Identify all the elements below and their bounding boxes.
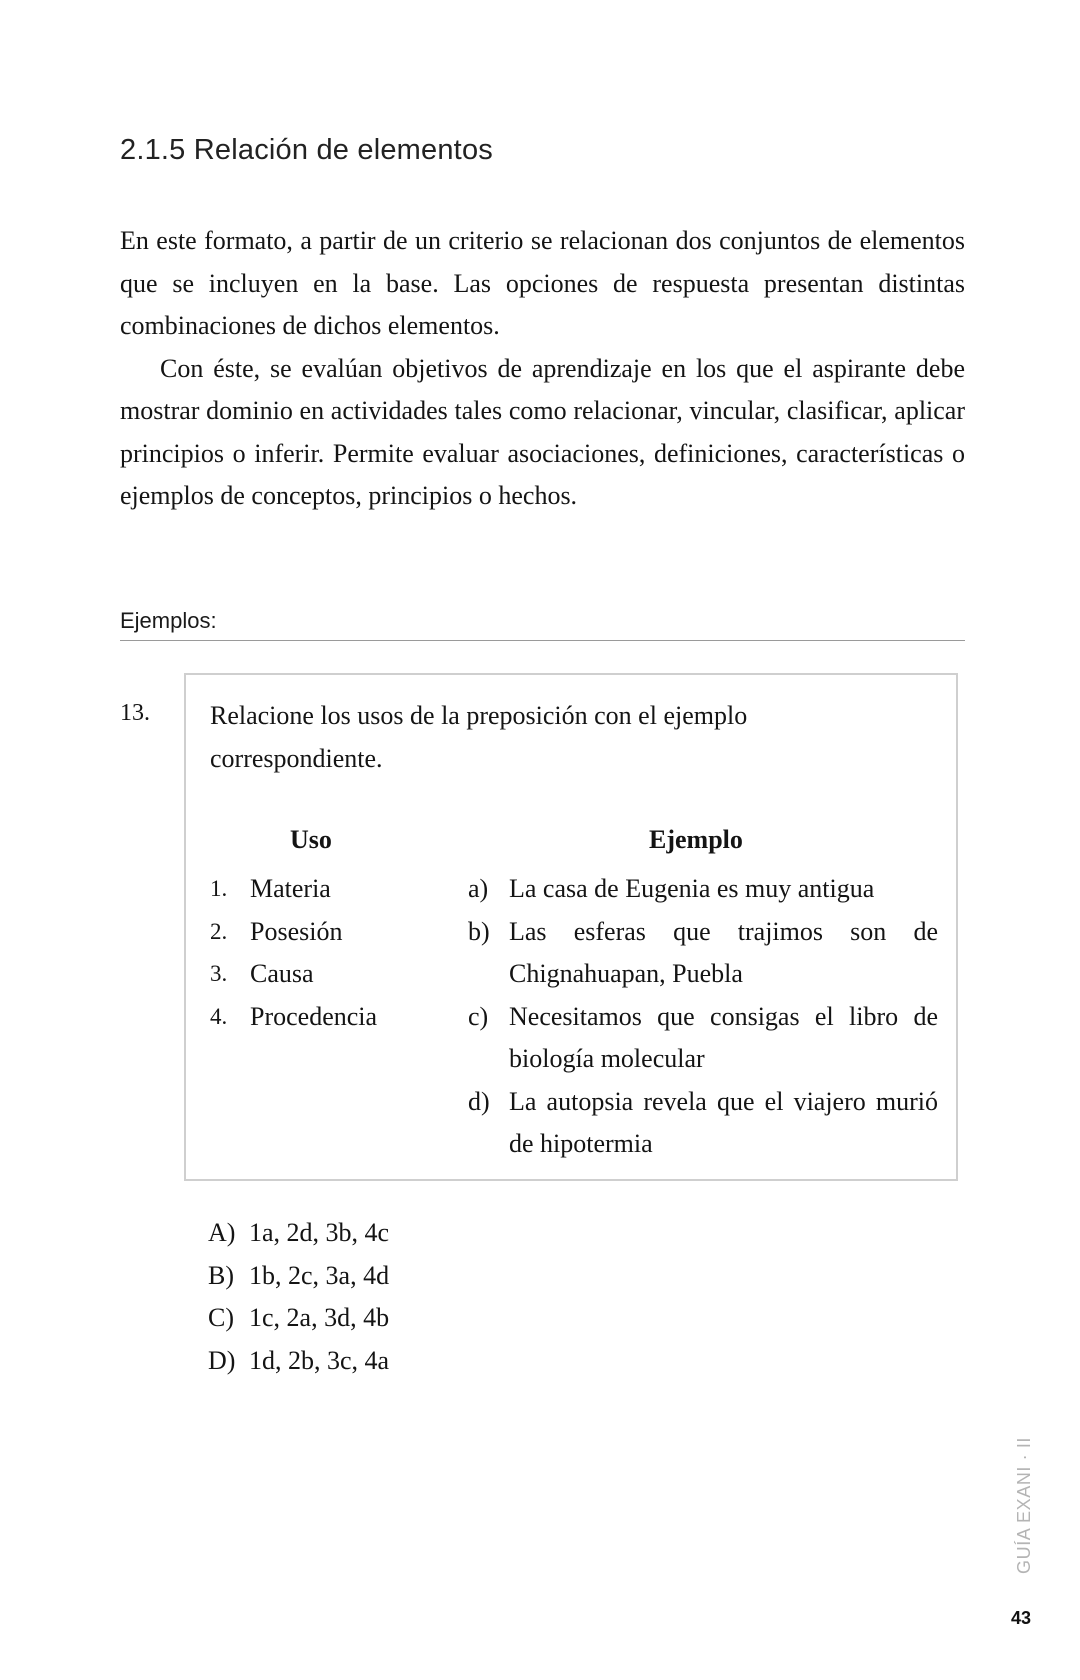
question-stem: Relacione los usos de la preposición con el ejemplo correspondiente. — [210, 701, 748, 773]
section-title: 2.1.5 Relación de elementos — [120, 134, 493, 166]
option-key: B) — [208, 1260, 234, 1290]
answer-options — [208, 1212, 389, 1382]
answer-option-a[interactable] — [208, 1212, 389, 1255]
example-text: Las esferas que trajimos son de Chignahuapan, Puebla — [509, 916, 938, 988]
examples-label: Ejemplos: — [120, 608, 217, 633]
use-item — [210, 911, 377, 954]
question-number: 13. — [120, 700, 150, 726]
use-item — [210, 996, 377, 1039]
use-label: Procedencia — [250, 1001, 378, 1031]
example-text: Necesitamos que consigas el libro de biología molecular — [509, 1001, 938, 1073]
column-header-ejemplo: Ejemplo — [649, 825, 743, 854]
option-key: D) — [208, 1345, 236, 1375]
use-label: Materia — [250, 874, 331, 903]
paragraph-2: Con éste, se evalúan objetivos de aprendizaje en los que el aspirante debe mostrar dominio en actividades tales como relacionar, vincular, clasificar, aplicar principios o inferir. Permite evaluar asociaciones, definiciones, características o ejemplos de conceptos, principios o hechos. — [120, 353, 965, 510]
use-number: 2. — [210, 918, 228, 944]
use-number: 4. — [210, 1003, 228, 1029]
example-letter: d) — [468, 1086, 490, 1116]
example-item — [468, 996, 938, 1081]
option-text: 1b, 2c, 3a, 4d — [249, 1260, 390, 1290]
paragraph-1: En este formato, a partir de un criterio se relacionan dos conjuntos de elementos que se incluyen en la base. Las opciones de respuesta presentan distintas combinaciones de dichos elementos. — [120, 226, 965, 340]
use-label: Causa — [250, 959, 314, 988]
example-item — [468, 911, 938, 996]
use-item — [210, 953, 377, 996]
option-key: C) — [208, 1303, 234, 1332]
running-head: GUÍA EXANI · II — [1014, 1436, 1034, 1574]
option-text: 1c, 2a, 3d, 4b — [249, 1303, 390, 1332]
column-header-uso: Uso — [290, 825, 332, 854]
examples-list — [468, 868, 938, 1166]
option-text: 1d, 2b, 3c, 4a — [249, 1345, 390, 1375]
page-number: 43 — [1011, 1608, 1032, 1628]
use-label: Posesión — [250, 916, 343, 946]
example-item — [468, 868, 938, 911]
use-number: 1. — [210, 876, 228, 901]
option-text: 1a, 2d, 3b, 4c — [249, 1218, 390, 1247]
example-letter: b) — [468, 916, 490, 946]
use-number: 3. — [210, 961, 228, 986]
use-item — [210, 868, 377, 911]
question-box — [184, 673, 958, 1181]
example-text: La casa de Eugenia es muy antigua — [509, 874, 875, 903]
uses-list — [210, 868, 377, 1038]
option-key: A) — [208, 1218, 236, 1247]
example-letter: c) — [468, 1001, 489, 1031]
example-letter: a) — [468, 874, 489, 903]
answer-option-c[interactable] — [208, 1297, 389, 1340]
section-body — [120, 220, 965, 518]
answer-option-d[interactable] — [208, 1340, 389, 1383]
example-text: La autopsia revela que el viajero murió de hipotermia — [509, 1086, 938, 1158]
example-item — [468, 1081, 938, 1166]
examples-divider — [120, 640, 965, 641]
answer-option-b[interactable] — [208, 1255, 389, 1298]
